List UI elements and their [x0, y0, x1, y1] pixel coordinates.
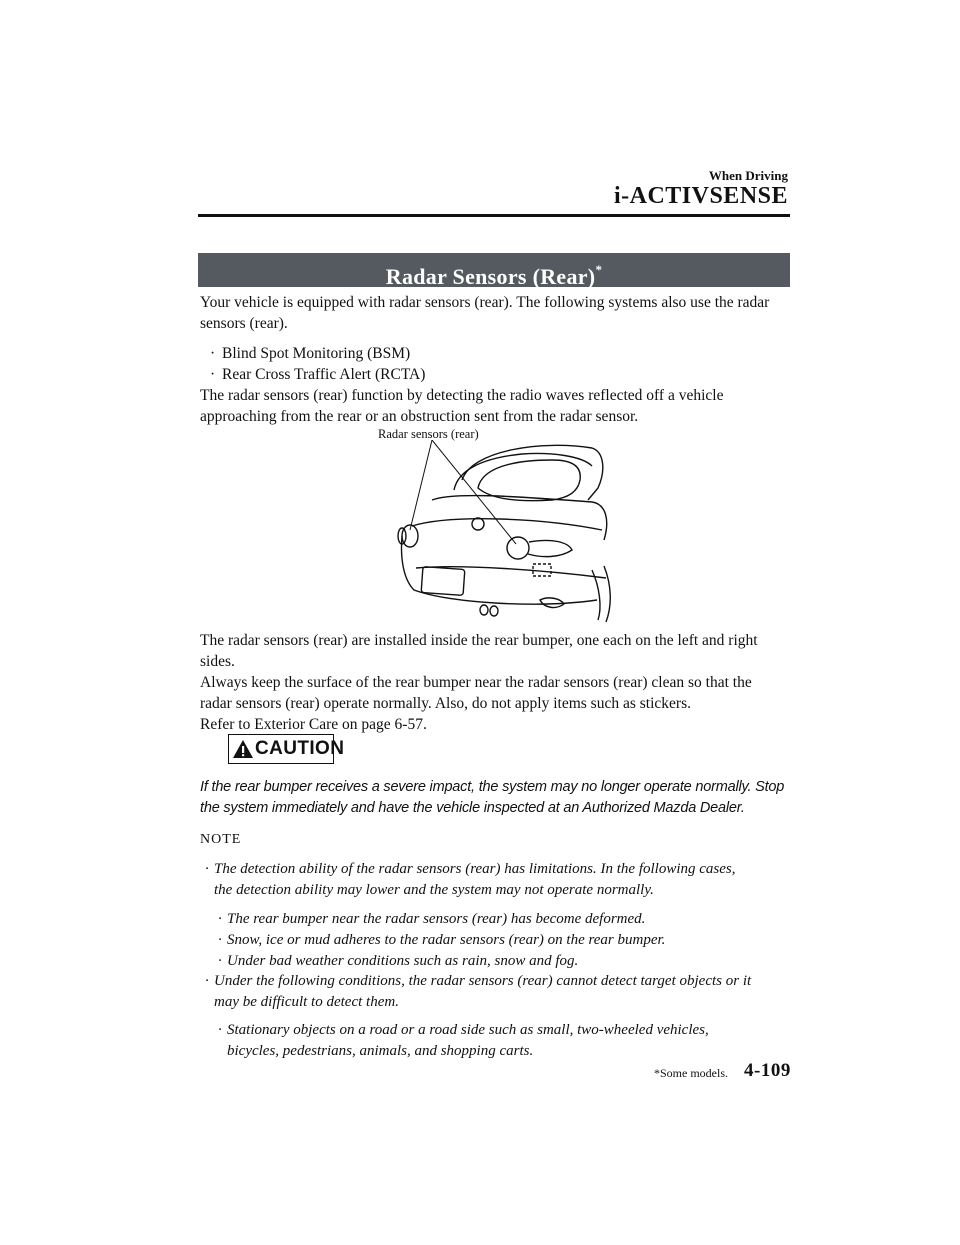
some-models-footnote: *Some models. [654, 1066, 728, 1080]
intro-line-2: sensors (rear). [200, 315, 288, 332]
reflector [540, 598, 564, 608]
bullet-icon: · [210, 345, 216, 362]
caution-line-1: If the rear bumper receives a severe impact, the system may no longer operate normally. Stop [200, 779, 785, 795]
install-line-5: Refer to Exterior Care on page 6-57. [200, 716, 427, 733]
section-heading-text: Radar Sensors (Rear) [385, 264, 596, 289]
intro-line-1: Your vehicle is equipped with radar sensors (rear). The following systems also use the radar [200, 294, 770, 311]
caution-label-box [228, 734, 345, 764]
bullet-icon: · [218, 932, 222, 948]
right-lamp-housing [528, 540, 572, 556]
trunk-edge [412, 519, 602, 530]
list-item: · Under bad weather conditions such as rain, snow and fog. [218, 951, 798, 972]
install-line-4: radar sensors (rear) operate normally. Also, do not apply items such as stickers. [200, 695, 691, 712]
list-item: · Snow, ice or mud adheres to the radar sensors (rear) on the rear bumper. [218, 930, 798, 951]
bullet-icon: · [218, 911, 222, 927]
leader-line-left [410, 440, 432, 530]
page-number: 4-109 [744, 1060, 791, 1081]
note-item-1-subitems [218, 909, 798, 972]
install-line-1: The radar sensors (rear) are installed inside the rear bumper, one each on the left and right [200, 632, 758, 649]
list-item: · Blind Spot Monitoring (BSM) [210, 345, 411, 362]
bullet-icon: · [218, 1022, 222, 1038]
right-wheel-arch [604, 566, 610, 622]
systems-list [210, 343, 800, 385]
emblem [472, 518, 484, 530]
some-models-mark: * [595, 262, 603, 277]
bullet-icon: · [218, 953, 222, 969]
license-plate [421, 567, 465, 596]
install-paragraph [200, 630, 790, 735]
exhaust-pipe [480, 605, 488, 615]
header-rule [198, 214, 790, 217]
car-rear-illustration [392, 440, 614, 622]
caution-line-2: the system immediately and have the vehicle inspected at an Authorized Mazda Dealer. [200, 800, 745, 816]
intro-paragraph [200, 292, 790, 334]
note-item-2-subitem: · Stationary objects on a road or a road side such as small, two-wheeled vehicles, bicycles, pedestrians, animals, and shopping carts. [218, 1022, 709, 1059]
install-line-2: sides. [200, 653, 235, 670]
note-item-2: · Under the following conditions, the radar sensors (rear) cannot detect target objects or it may be difficult to detect them. [205, 973, 752, 1010]
bullet-icon: · [205, 973, 209, 989]
function-paragraph [200, 385, 790, 427]
soft-top-line [454, 454, 592, 491]
section-heading [198, 253, 790, 287]
list-item: · Rear Cross Traffic Alert (RCTA) [210, 366, 426, 383]
bullet-icon: · [205, 861, 209, 877]
bullet-icon: · [210, 366, 216, 383]
radar-sensor-location [533, 564, 551, 576]
right-tail-lamp [507, 537, 529, 559]
function-line-2: approaching from the rear or an obstruction sent from the radar sensor. [200, 408, 639, 425]
section-name: When Driving [708, 168, 788, 183]
caution-label: CAUTION [255, 738, 345, 759]
note-label: NOTE [200, 832, 242, 847]
chapter-title: i-ACTIVSENSE [613, 183, 788, 209]
trunk-top [432, 496, 607, 540]
function-line-1: The radar sensors (rear) function by detecting the radio waves reflected off a vehicle [200, 387, 724, 404]
install-line-3: Always keep the surface of the rear bumper near the radar sensors (rear) clean so that the [200, 674, 752, 691]
list-item: · The rear bumper near the radar sensors (rear) has become deformed. [218, 909, 798, 930]
rear-window [478, 460, 580, 501]
warning-icon [232, 739, 254, 759]
exhaust-pipe [490, 606, 498, 616]
caution-text [200, 777, 800, 819]
note-item-1: · The detection ability of the radar sensors (rear) has limitations. In the following cases, the detection ability may lower and the system may not operate normally. [205, 861, 736, 898]
illustration-label: Radar sensors (rear) [378, 427, 479, 441]
